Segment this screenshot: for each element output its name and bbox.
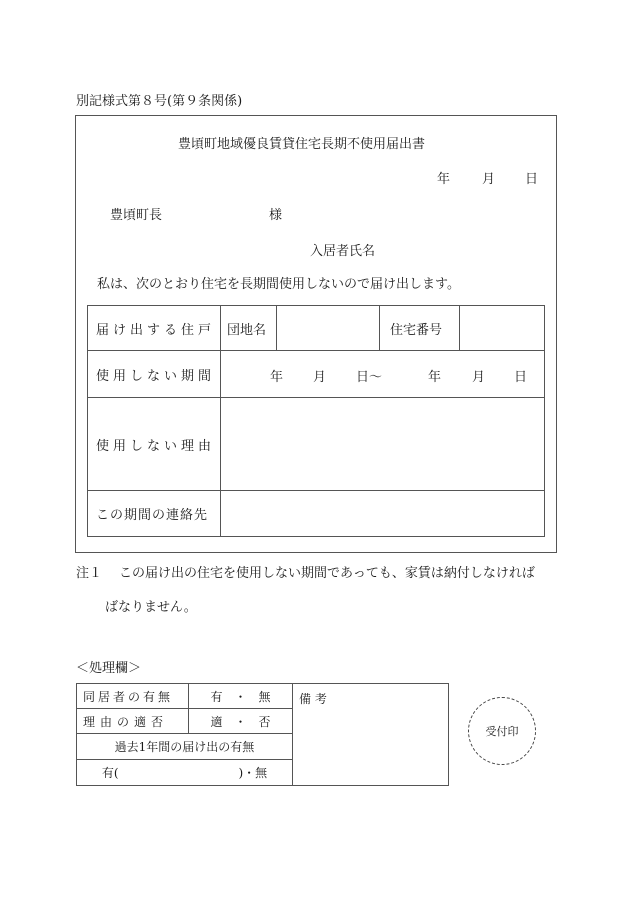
note-number: 注１ [76,566,103,581]
contact-field[interactable] [221,491,545,537]
form-number-label: 別記様式第８号(第９条関係) [76,94,243,109]
reception-stamp [468,697,536,765]
stamp-label: 受付印 [485,725,519,738]
complex-name-field[interactable] [277,306,380,351]
processing-table [76,683,449,786]
reason-field[interactable] [221,398,545,491]
form-title: 豊頃町地域優良賃貸住宅長期不使用届出書 [178,137,426,152]
note-line-1: この届け出の住宅を使用しない期間であっても、家賃は納付しなければ [119,566,535,581]
contact-label: この期間の連絡先 [88,491,221,537]
application-table [87,305,545,537]
to-day-label: 日 [514,370,528,385]
complex-name-label: 団地名 [221,306,277,351]
reason-suitability-label: 理由の適否 [77,709,189,734]
note-line-2: ばなりません。 [105,600,197,615]
date-year-label: 年 [437,172,451,187]
reason-label: 使用しない理由 [88,398,221,491]
period-label: 使用しない期間 [88,351,221,398]
cohabitant-options[interactable]: 有 ・ 無 [189,684,293,709]
history-options[interactable]: 有( )・無 [77,760,293,786]
table-row [88,491,545,537]
table-row [77,684,449,709]
table-row [88,306,545,351]
history-label: 過去1年間の届け出の有無 [77,734,293,760]
unit-number-field[interactable] [460,306,545,351]
remarks-label: 備 考 [299,692,327,706]
from-day-label: 日～ [356,370,383,385]
remarks-cell [293,684,449,786]
statement-text: 私は、次のとおり住宅を長期間使用しないので届け出します。 [97,277,460,292]
to-year-label: 年 [428,370,442,385]
honorific: 様 [269,208,283,223]
processing-title: ＜処理欄＞ [76,661,142,676]
resident-name-label: 入居者氏名 [310,244,376,259]
to-month-label: 月 [472,370,486,385]
from-month-label: 月 [313,370,327,385]
cohabitant-label: 同居者の有無 [77,684,189,709]
table-row [88,398,545,491]
dwelling-label: 届け出する住戸 [88,306,221,351]
addressee: 豊頃町長 [110,208,163,223]
date-day-label: 日 [525,172,539,187]
unit-number-label: 住宅番号 [380,306,460,351]
reason-suitability-options[interactable]: 適 ・ 否 [189,709,293,734]
table-row [88,351,545,398]
from-year-label: 年 [270,370,284,385]
date-month-label: 月 [482,172,496,187]
period-field[interactable] [221,351,545,398]
